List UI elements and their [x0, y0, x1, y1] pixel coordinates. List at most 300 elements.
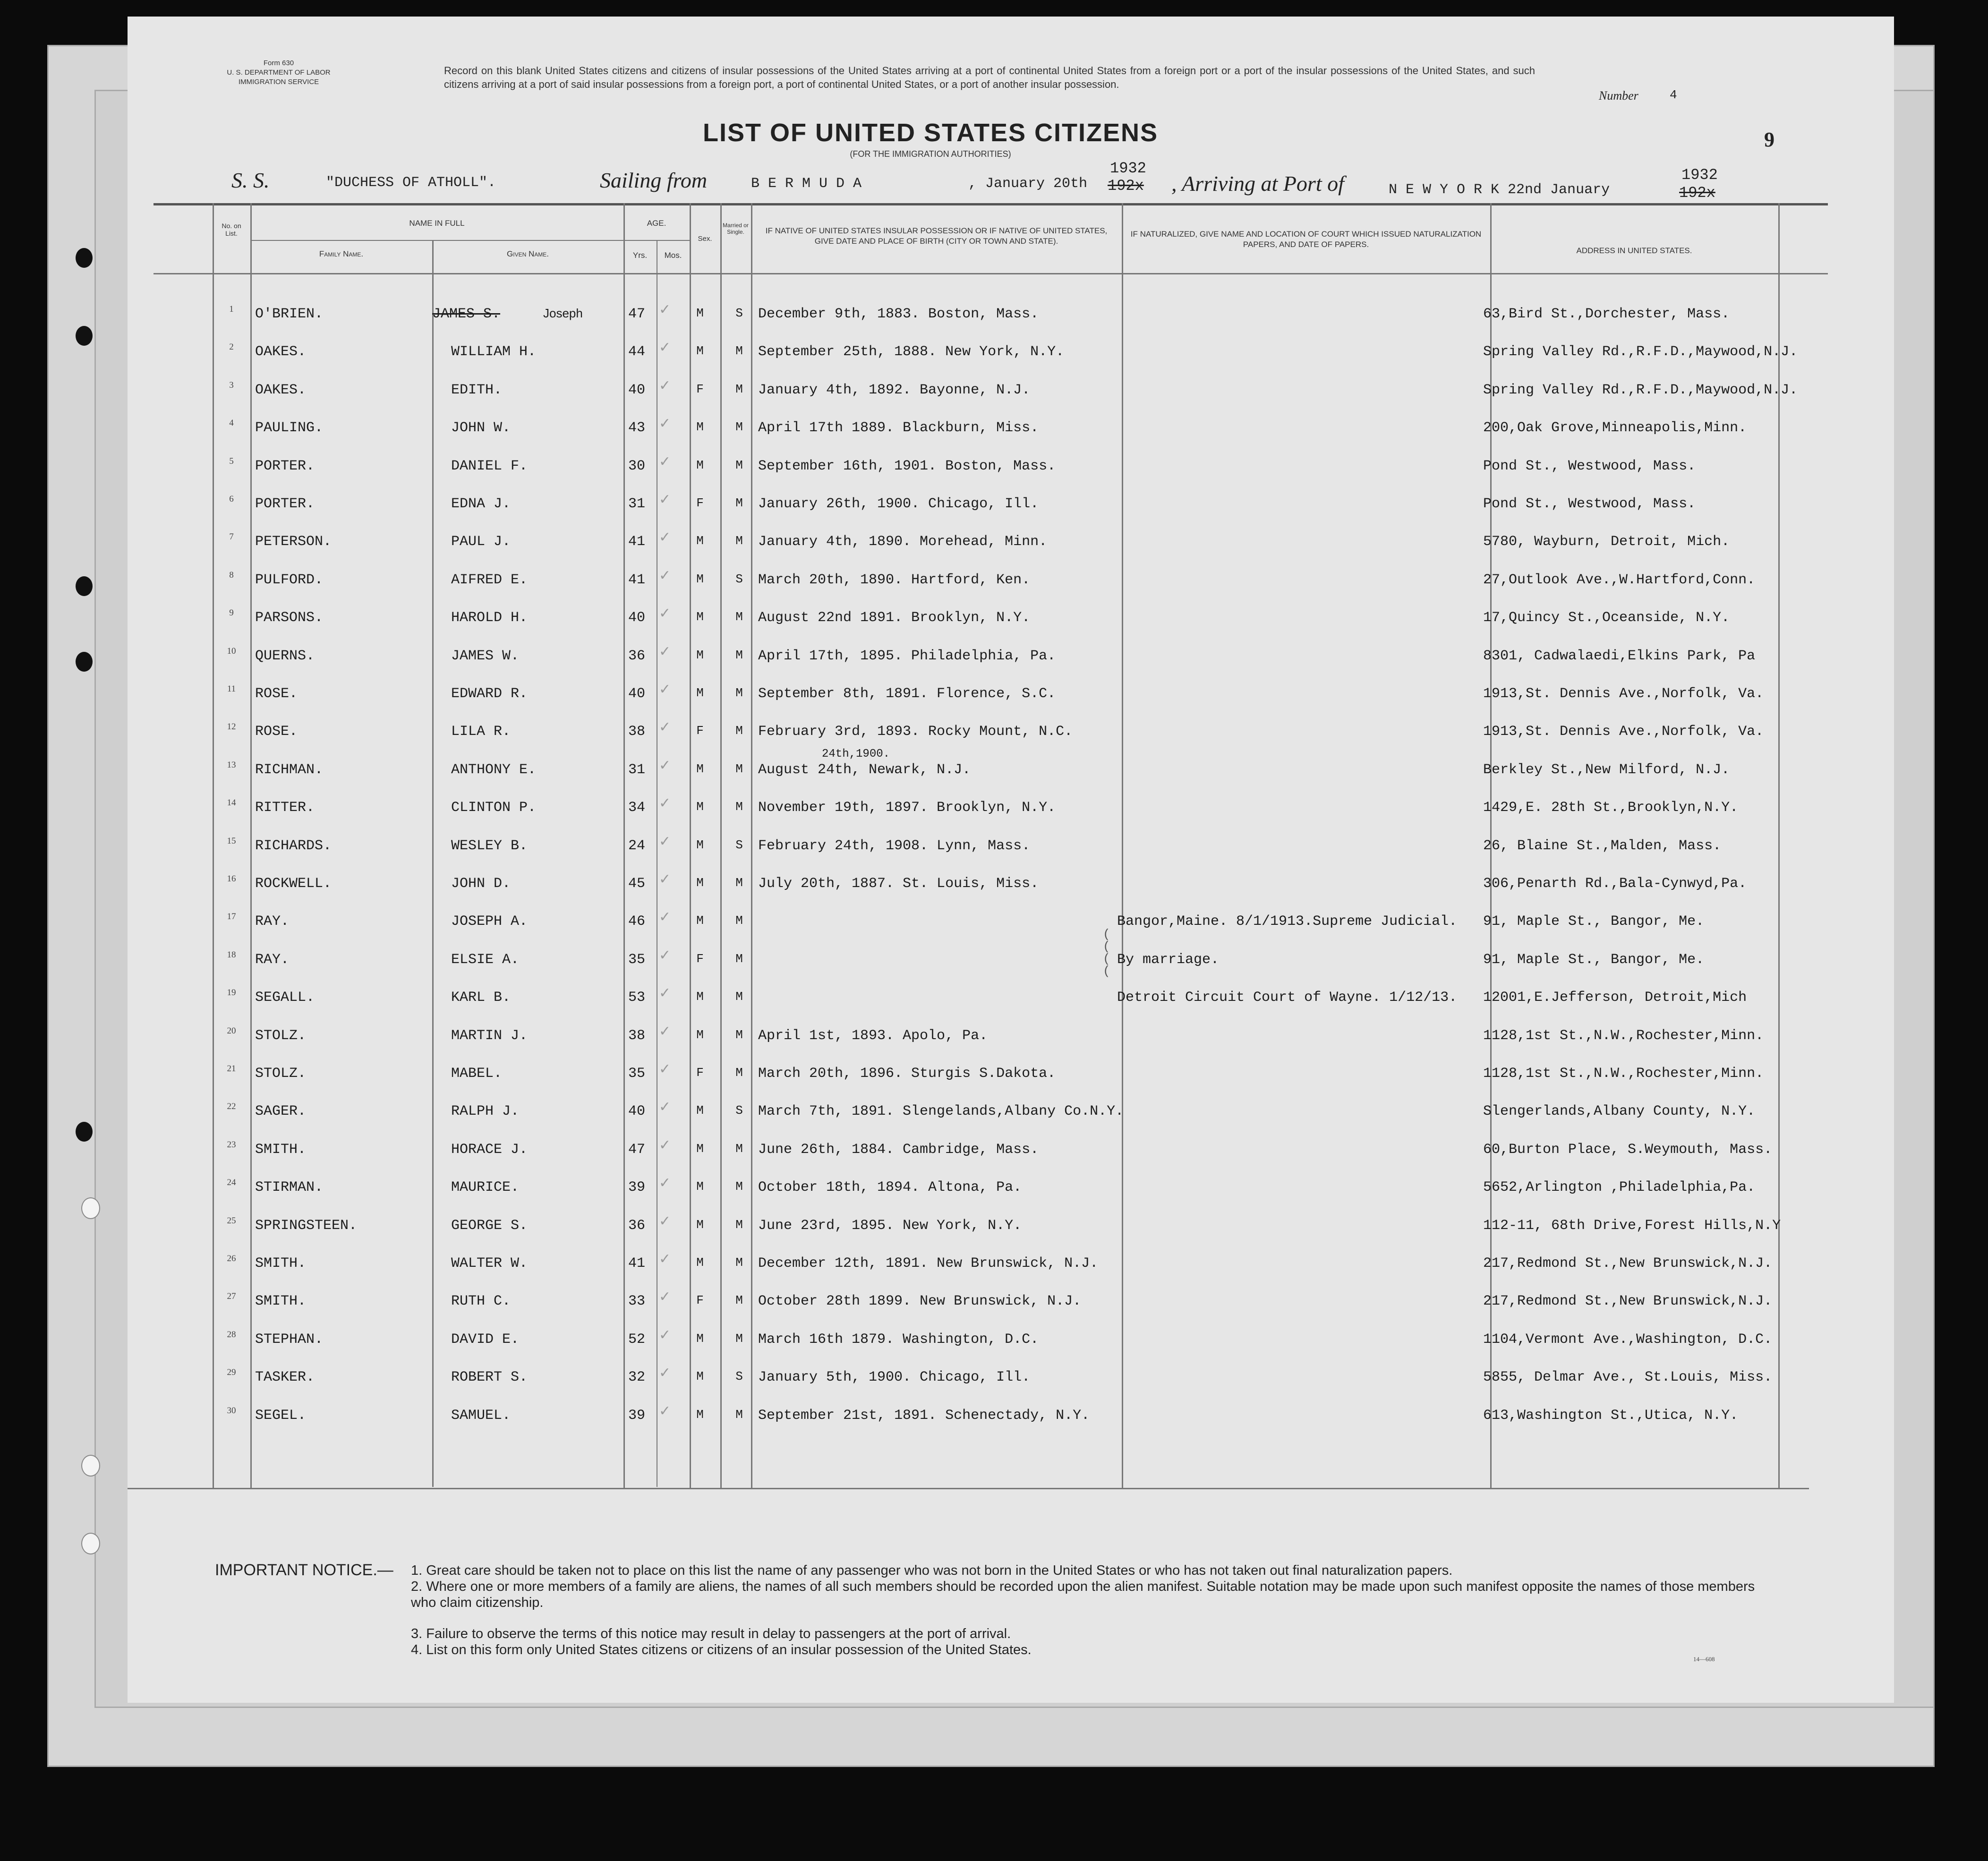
check-mark: ✓ — [659, 529, 671, 546]
header-naturalized: IF NATURALIZED, GIVE NAME AND LOCATION OF COURT WHICH ISSUED NATURALIZATION PAPERS, AND DATE OF PAPERS. — [1130, 230, 1482, 249]
given-name: SAMUEL. — [451, 1407, 511, 1424]
marital-status: S — [735, 1369, 743, 1384]
age-years: 43 — [628, 420, 646, 436]
us-address: 12001,E.Jefferson, Detroit,Mich — [1483, 990, 1747, 1006]
row-number: 7 — [229, 532, 234, 542]
marital-status: S — [735, 306, 743, 320]
row-number: 20 — [227, 1025, 236, 1036]
family-name: RAY. — [255, 913, 290, 930]
birth-info: September 21st, 1891. Schenectady, N.Y. — [758, 1407, 1090, 1424]
age-years: 41 — [628, 534, 646, 550]
sex: M — [696, 800, 704, 814]
number-value: 4 — [1670, 88, 1677, 102]
marital-status: M — [735, 761, 743, 776]
struck-given-name: JAMES S. — [432, 306, 501, 322]
given-name: WALTER W. — [451, 1255, 528, 1272]
family-name: O'BRIEN. — [255, 306, 324, 322]
form-number: Form 630 — [263, 59, 294, 67]
age-years: 40 — [628, 382, 646, 398]
given-name: GEORGE S. — [451, 1217, 528, 1234]
binder-hole — [76, 576, 93, 596]
check-mark: ✓ — [659, 1061, 671, 1077]
binder-hole — [76, 1122, 93, 1142]
us-address: 1913,St. Dennis Ave.,Norfolk, Va. — [1483, 686, 1764, 702]
us-address: 5780, Wayburn, Detroit, Mich. — [1483, 534, 1730, 550]
us-address: 1104,Vermont Ave.,Washington, D.C. — [1483, 1331, 1773, 1348]
us-address: 1429,E. 28th St.,Brooklyn,N.Y. — [1483, 800, 1739, 816]
marital-status: M — [735, 800, 743, 814]
marital-status: M — [735, 344, 743, 359]
marital-status: M — [735, 458, 743, 472]
col-rule — [250, 203, 252, 1488]
birth-info: January 5th, 1900. Chicago, Ill. — [758, 1369, 1031, 1386]
given-name: ELSIE A. — [451, 951, 520, 968]
header-name-in-full: NAME IN FULL — [409, 219, 465, 228]
marital-status: M — [735, 913, 743, 928]
marital-status: M — [735, 990, 743, 1004]
sex: M — [696, 876, 704, 890]
row-number: 24 — [227, 1178, 236, 1188]
birth-info: April 17th 1889. Blackburn, Miss. — [758, 420, 1039, 436]
birth-info: December 9th, 1883. Boston, Mass. — [758, 306, 1039, 322]
birth-info: March 16th 1879. Washington, D.C. — [758, 1331, 1039, 1348]
us-address: 217,Redmond St.,New Brunswick,N.J. — [1483, 1293, 1773, 1310]
form-preamble: Record on this blank United States citizens and citizens of insular possessions of the United States arriving at a port of continental United States from a foreign port or a port of the insular possessions of the United States, and such citizens arriving at a port of said insular possessions from a foreign port, a port of continental United States, or a port of another insular possession. — [444, 65, 1535, 90]
family-name: OAKES. — [255, 382, 307, 398]
given-name: ROBERT S. — [451, 1369, 528, 1386]
marital-status: M — [735, 1027, 743, 1042]
marital-status: S — [735, 837, 743, 852]
age-years: 24 — [628, 837, 646, 854]
check-mark: ✓ — [659, 1175, 671, 1191]
row-number: 27 — [227, 1291, 236, 1302]
sailing-label: Sailing from — [600, 168, 708, 192]
header-age: AGE. — [647, 219, 666, 228]
age-years: 41 — [628, 572, 646, 588]
sex: M — [696, 1331, 704, 1346]
row-number: 16 — [227, 874, 236, 884]
us-address: Pond St., Westwood, Mass. — [1483, 496, 1696, 512]
sex: M — [696, 420, 704, 435]
naturalization-info: Detroit Circuit Court of Wayne. 1/12/13. — [1117, 990, 1458, 1006]
row-number: 9 — [229, 608, 234, 618]
birth-info: November 19th, 1897. Brooklyn, N.Y. — [758, 800, 1056, 816]
us-address: 5855, Delmar Ave., St.Louis, Miss. — [1483, 1369, 1773, 1386]
bracket-mark: ( ( ( ( — [1103, 927, 1110, 978]
given-name: JOHN W. — [451, 420, 511, 436]
birth-info: September 8th, 1891. Florence, S.C. — [758, 686, 1056, 702]
given-name: LILA R. — [451, 724, 511, 740]
sex: F — [696, 1066, 704, 1080]
check-mark: ✓ — [659, 795, 671, 811]
birth-info: March 7th, 1891. Slengelands,Albany Co.N.Y. — [758, 1103, 1124, 1120]
marital-status: M — [735, 1141, 743, 1156]
birth-info: July 20th, 1887. St. Louis, Miss. — [758, 876, 1039, 892]
given-name: HAROLD H. — [451, 610, 528, 626]
given-name: EDNA J. — [451, 496, 511, 512]
naturalization-info: Bangor,Maine. 8/1/1913.Supreme Judicial. — [1117, 913, 1458, 930]
birth-info: February 24th, 1908. Lynn, Mass. — [758, 837, 1031, 854]
sex: F — [696, 951, 704, 966]
notice-item-1: 1. Great care should be taken not to place on this list the name of any passenger who was not born in the United States or who has not taken out final naturalization papers. — [411, 1563, 1453, 1578]
given-name: DAVID E. — [451, 1331, 520, 1348]
check-mark: ✓ — [659, 377, 671, 393]
binder-hole — [76, 652, 93, 672]
birth-info: January 26th, 1900. Chicago, Ill. — [758, 496, 1039, 512]
birth-info: June 23rd, 1895. New York, N.Y. — [758, 1217, 1022, 1234]
manifest-sheet — [128, 17, 1894, 1703]
row-number: 17 — [227, 912, 236, 922]
check-mark: ✓ — [659, 643, 671, 659]
sailing-year-printed: 192x — [1108, 177, 1144, 195]
age-years: 35 — [628, 1066, 646, 1082]
row-number: 18 — [227, 949, 236, 960]
age-years: 31 — [628, 761, 646, 778]
marital-status: M — [735, 1217, 743, 1232]
header-no: No. on List. — [222, 222, 241, 237]
check-mark: ✓ — [659, 453, 671, 470]
col-rule — [623, 203, 625, 1488]
sex: M — [696, 534, 704, 548]
form-code: 14—608 — [1693, 1656, 1715, 1663]
sex: M — [696, 686, 704, 700]
ship-name: "DUCHESS OF ATHOLL". — [326, 175, 496, 191]
family-name: STOLZ. — [255, 1027, 307, 1044]
birth-info: February 3rd, 1893. Rocky Mount, N.C. — [758, 724, 1073, 740]
row-number: 4 — [229, 418, 234, 428]
sex: M — [696, 1407, 704, 1422]
check-mark: ✓ — [659, 719, 671, 735]
family-name: STEPHAN. — [255, 1331, 324, 1348]
check-mark: ✓ — [659, 947, 671, 963]
check-mark: ✓ — [659, 340, 671, 356]
birth-info: August 24th, Newark, N.J. — [758, 761, 971, 778]
sex: M — [696, 1103, 704, 1118]
family-name: QUERNS. — [255, 648, 315, 664]
birth-info: October 18th, 1894. Altona, Pa. — [758, 1179, 1022, 1196]
row-number: 1 — [229, 304, 234, 314]
given-name: PAUL J. — [451, 534, 511, 550]
naturalization-info: By marriage. — [1117, 951, 1220, 968]
col-rule — [751, 203, 752, 1488]
us-address: Spring Valley Rd.,R.F.D.,Maywood,N.J. — [1483, 344, 1798, 360]
us-address: 27,Outlook Ave.,W.Hartford,Conn. — [1483, 572, 1756, 588]
family-name: STOLZ. — [255, 1066, 307, 1082]
birth-info: June 26th, 1884. Cambridge, Mass. — [758, 1141, 1039, 1158]
birth-info: January 4th, 1890. Morehead, Minn. — [758, 534, 1048, 550]
marital-status: M — [735, 534, 743, 548]
col-rule — [432, 240, 434, 1487]
age-years: 41 — [628, 1255, 646, 1272]
family-name: RAY. — [255, 951, 290, 968]
us-address: 112-11, 68th Drive,Forest Hills,N.Y — [1483, 1217, 1781, 1234]
notice-item-2: 2. Where one or more members of a family are aliens, the names of all such members should be recorded upon the alien manifest. Suitable notation may be made upon such manifest opposite the names of those members who claim citizenship. — [411, 1579, 1755, 1610]
age-years: 33 — [628, 1293, 646, 1310]
given-name: HORACE J. — [451, 1141, 528, 1158]
marital-status: S — [735, 1103, 743, 1118]
header-mos: Mos. — [664, 251, 682, 260]
header-birth: IF NATIVE OF UNITED STATES INSULAR POSSESSION OR IF NATIVE OF UNITED STATES, GIVE DATE AND PLACE OF BIRTH (CITY OR TOWN AND STATE). — [765, 226, 1108, 246]
check-mark: ✓ — [659, 1365, 671, 1381]
family-name: ROCKWELL. — [255, 876, 332, 892]
sailing-port: B E R M U D A — [751, 176, 862, 192]
sex: M — [696, 990, 704, 1004]
row-number: 19 — [227, 988, 236, 998]
age-years: 34 — [628, 800, 646, 816]
family-name: PORTER. — [255, 496, 315, 512]
sex: M — [696, 1255, 704, 1270]
family-name: ROSE. — [255, 686, 298, 702]
us-address: 200,Oak Grove,Minneapolis,Minn. — [1483, 420, 1747, 436]
sex: M — [696, 761, 704, 776]
age-years: 47 — [628, 1141, 646, 1158]
given-name: JOSEPH A. — [451, 913, 528, 930]
given-name: RALPH J. — [451, 1103, 520, 1120]
marital-status: M — [735, 1066, 743, 1080]
row-number: 15 — [227, 836, 236, 846]
header-family-name: Family Name. — [319, 249, 364, 258]
birth-info: December 12th, 1891. New Brunswick, N.J. — [758, 1255, 1099, 1272]
binder-hole — [81, 1533, 100, 1554]
sailing-year: 1932 — [1110, 160, 1146, 177]
arrival-year-printed: 192x — [1679, 184, 1715, 202]
row-number: 25 — [227, 1215, 236, 1226]
arrival-port: N E W Y O R K 22nd January — [1389, 182, 1610, 198]
age-years: 38 — [628, 1027, 646, 1044]
row-number: 6 — [229, 494, 234, 504]
us-address: 5652,Arlington ,Philadelphia,Pa. — [1483, 1179, 1756, 1196]
check-mark: ✓ — [659, 492, 671, 507]
sex: M — [696, 610, 704, 624]
given-name: MABEL. — [451, 1066, 503, 1082]
sex: F — [696, 1293, 704, 1308]
table-top-rule — [154, 203, 1828, 205]
birth-correction: 24th,1900. — [822, 747, 890, 760]
binder-hole — [81, 1455, 100, 1477]
binder-hole — [76, 326, 93, 346]
check-mark: ✓ — [659, 1289, 671, 1305]
department-name: U. S. DEPARTMENT OF LABOR — [227, 68, 331, 77]
given-name: CLINTON P. — [451, 800, 537, 816]
age-years: 45 — [628, 876, 646, 892]
check-mark: ✓ — [659, 1137, 671, 1153]
age-years: 30 — [628, 458, 646, 474]
header-bottom-rule — [154, 273, 1828, 274]
sex: M — [696, 572, 704, 586]
col-rule — [1122, 203, 1123, 1488]
sex: F — [696, 724, 704, 738]
given-name: EDITH. — [451, 382, 503, 398]
row-number: 5 — [229, 456, 234, 466]
us-address: 1128,1st St.,N.W.,Rochester,Minn. — [1483, 1027, 1764, 1044]
marital-status: M — [735, 686, 743, 700]
age-years: 53 — [628, 990, 646, 1006]
marital-status: M — [735, 724, 743, 738]
us-address: 91, Maple St., Bangor, Me. — [1483, 913, 1705, 930]
given-name: WESLEY B. — [451, 837, 528, 854]
row-number: 8 — [229, 570, 234, 580]
given-name: ANTHONY E. — [451, 761, 537, 778]
birth-info: March 20th, 1890. Hartford, Ken. — [758, 572, 1031, 588]
sex: M — [696, 1141, 704, 1156]
marital-status: M — [735, 648, 743, 662]
row-number: 22 — [227, 1101, 236, 1112]
sex: M — [696, 648, 704, 662]
birth-info: September 16th, 1901. Boston, Mass. — [758, 458, 1056, 474]
us-address: 613,Washington St.,Utica, N.Y. — [1483, 1407, 1739, 1424]
marital-status: M — [735, 876, 743, 890]
us-address: Slengerlands,Albany County, N.Y. — [1483, 1103, 1756, 1120]
marital-status: M — [735, 951, 743, 966]
birth-info: September 25th, 1888. New York, N.Y. — [758, 344, 1065, 360]
age-years: 35 — [628, 951, 646, 968]
sailing-date: , January 20th — [968, 176, 1088, 192]
family-name: SMITH. — [255, 1141, 307, 1158]
marital-status: M — [735, 1407, 743, 1422]
family-name: SAGER. — [255, 1103, 307, 1120]
age-years: 36 — [628, 648, 646, 664]
check-mark: ✓ — [659, 416, 671, 432]
row-number: 29 — [227, 1367, 236, 1378]
row-number: 26 — [227, 1254, 236, 1263]
marital-status: M — [735, 1293, 743, 1308]
name-header-rule — [250, 240, 623, 241]
check-mark: ✓ — [659, 1213, 671, 1229]
family-name: PETERSON. — [255, 534, 332, 550]
given-name: AIFRED E. — [451, 572, 528, 588]
check-mark: ✓ — [659, 871, 671, 887]
given-name: MAURICE. — [451, 1179, 520, 1196]
check-mark: ✓ — [659, 682, 671, 697]
family-name: RICHMAN. — [255, 761, 324, 778]
marital-status: M — [735, 1331, 743, 1346]
marital-status: M — [735, 610, 743, 624]
row-number: 3 — [229, 380, 234, 390]
given-name: WILLIAM H. — [451, 344, 537, 360]
check-mark: ✓ — [659, 1251, 671, 1267]
given-name: JOHN D. — [451, 876, 511, 892]
family-name: PORTER. — [255, 458, 315, 474]
col-rule — [720, 203, 722, 1488]
row-number: 2 — [229, 342, 234, 352]
us-address: 60,Burton Place, S.Weymouth, Mass. — [1483, 1141, 1773, 1158]
given-name: MARTIN J. — [451, 1027, 528, 1044]
header-address: ADDRESS IN UNITED STATES. — [1576, 246, 1692, 255]
us-address: Spring Valley Rd.,R.F.D.,Maywood,N.J. — [1483, 382, 1798, 398]
family-name: RICHARDS. — [255, 837, 332, 854]
given-name: EDWARD R. — [451, 686, 528, 702]
given-name: JAMES W. — [451, 648, 520, 664]
age-years: 40 — [628, 686, 646, 702]
binder-hole — [76, 248, 93, 268]
marital-status: M — [735, 1255, 743, 1270]
marital-status: M — [735, 496, 743, 510]
check-mark: ✓ — [659, 757, 671, 773]
notice-item-4: 4. List on this form only United States citizens or citizens of an insular possession of the United States. — [411, 1642, 1032, 1657]
birth-info: April 1st, 1893. Apolo, Pa. — [758, 1027, 988, 1044]
age-years: 32 — [628, 1369, 646, 1386]
binder-hole — [81, 1197, 100, 1219]
age-years: 39 — [628, 1179, 646, 1196]
age-years: 44 — [628, 344, 646, 360]
us-address: 26, Blaine St.,Malden, Mass. — [1483, 837, 1722, 854]
sex: M — [696, 1179, 704, 1194]
us-address: 8301, Cadwalaedi,Elkins Park, Pa — [1483, 648, 1756, 664]
age-years: 47 — [628, 306, 646, 322]
age-years: 52 — [628, 1331, 646, 1348]
row-number: 14 — [227, 798, 236, 808]
family-name: SMITH. — [255, 1255, 307, 1272]
header-sex: Sex. — [698, 235, 712, 243]
given-name: Joseph — [543, 306, 583, 320]
row-number: 12 — [227, 722, 236, 732]
birth-info: August 22nd 1891. Brooklyn, N.Y. — [758, 610, 1031, 626]
check-mark: ✓ — [659, 567, 671, 583]
arrival-year: 1932 — [1681, 166, 1718, 184]
family-name: ROSE. — [255, 724, 298, 740]
us-address: 1128,1st St.,N.W.,Rochester,Minn. — [1483, 1066, 1764, 1082]
family-name: PULFORD. — [255, 572, 324, 588]
marital-status: M — [735, 382, 743, 396]
given-name: DANIEL F. — [451, 458, 528, 474]
check-mark: ✓ — [659, 1099, 671, 1115]
us-address: 306,Penarth Rd.,Bala-Cynwyd,Pa. — [1483, 876, 1747, 892]
marital-status: M — [735, 420, 743, 435]
family-name: SEGEL. — [255, 1407, 307, 1424]
page-title: LIST OF UNITED STATES CITIZENS — [703, 119, 1158, 147]
age-years: 40 — [628, 610, 646, 626]
check-mark: ✓ — [659, 1327, 671, 1343]
row-number: 28 — [227, 1329, 236, 1340]
arriving-label: , Arriving at Port of — [1171, 171, 1344, 196]
family-name: PARSONS. — [255, 610, 324, 626]
marital-status: M — [735, 1179, 743, 1194]
ss-label: S. S. — [231, 168, 270, 192]
row-number: 10 — [227, 646, 236, 656]
age-years: 46 — [628, 913, 646, 930]
check-mark: ✓ — [659, 909, 671, 925]
family-name: SEGALL. — [255, 990, 315, 1006]
row-number: 30 — [227, 1405, 236, 1416]
us-address: Berkley St.,New Milford, N.J. — [1483, 761, 1730, 778]
row-number: 23 — [227, 1139, 236, 1150]
birth-info: October 28th 1899. New Brunswick, N.J. — [758, 1293, 1082, 1310]
page-subtitle: (FOR THE IMMIGRATION AUTHORITIES) — [850, 149, 1011, 159]
family-name: RITTER. — [255, 800, 315, 816]
row-number: 13 — [227, 760, 236, 770]
col-rule — [213, 203, 214, 1488]
us-address: Pond St., Westwood, Mass. — [1483, 458, 1696, 474]
age-years: 39 — [628, 1407, 646, 1424]
family-name: STIRMAN. — [255, 1179, 324, 1196]
check-mark: ✓ — [659, 833, 671, 849]
birth-info: March 20th, 1896. Sturgis S.Dakota. — [758, 1066, 1056, 1082]
table-bottom-rule — [128, 1488, 1809, 1489]
us-address: 63,Bird St.,Dorchester, Mass. — [1483, 306, 1730, 322]
sex: M — [696, 344, 704, 359]
birth-info: April 17th, 1895. Philadelphia, Pa. — [758, 648, 1056, 664]
service-name: IMMIGRATION SERVICE — [238, 78, 319, 86]
sex: M — [696, 1369, 704, 1384]
us-address: 217,Redmond St.,New Brunswick,N.J. — [1483, 1255, 1773, 1272]
check-mark: ✓ — [659, 1023, 671, 1039]
age-years: 38 — [628, 724, 646, 740]
check-mark: ✓ — [659, 606, 671, 622]
number-label: Number — [1599, 89, 1638, 102]
header-yrs: Yrs. — [632, 251, 648, 260]
us-address: 17,Quincy St.,Oceanside, N.Y. — [1483, 610, 1730, 626]
family-name: OAKES. — [255, 344, 307, 360]
